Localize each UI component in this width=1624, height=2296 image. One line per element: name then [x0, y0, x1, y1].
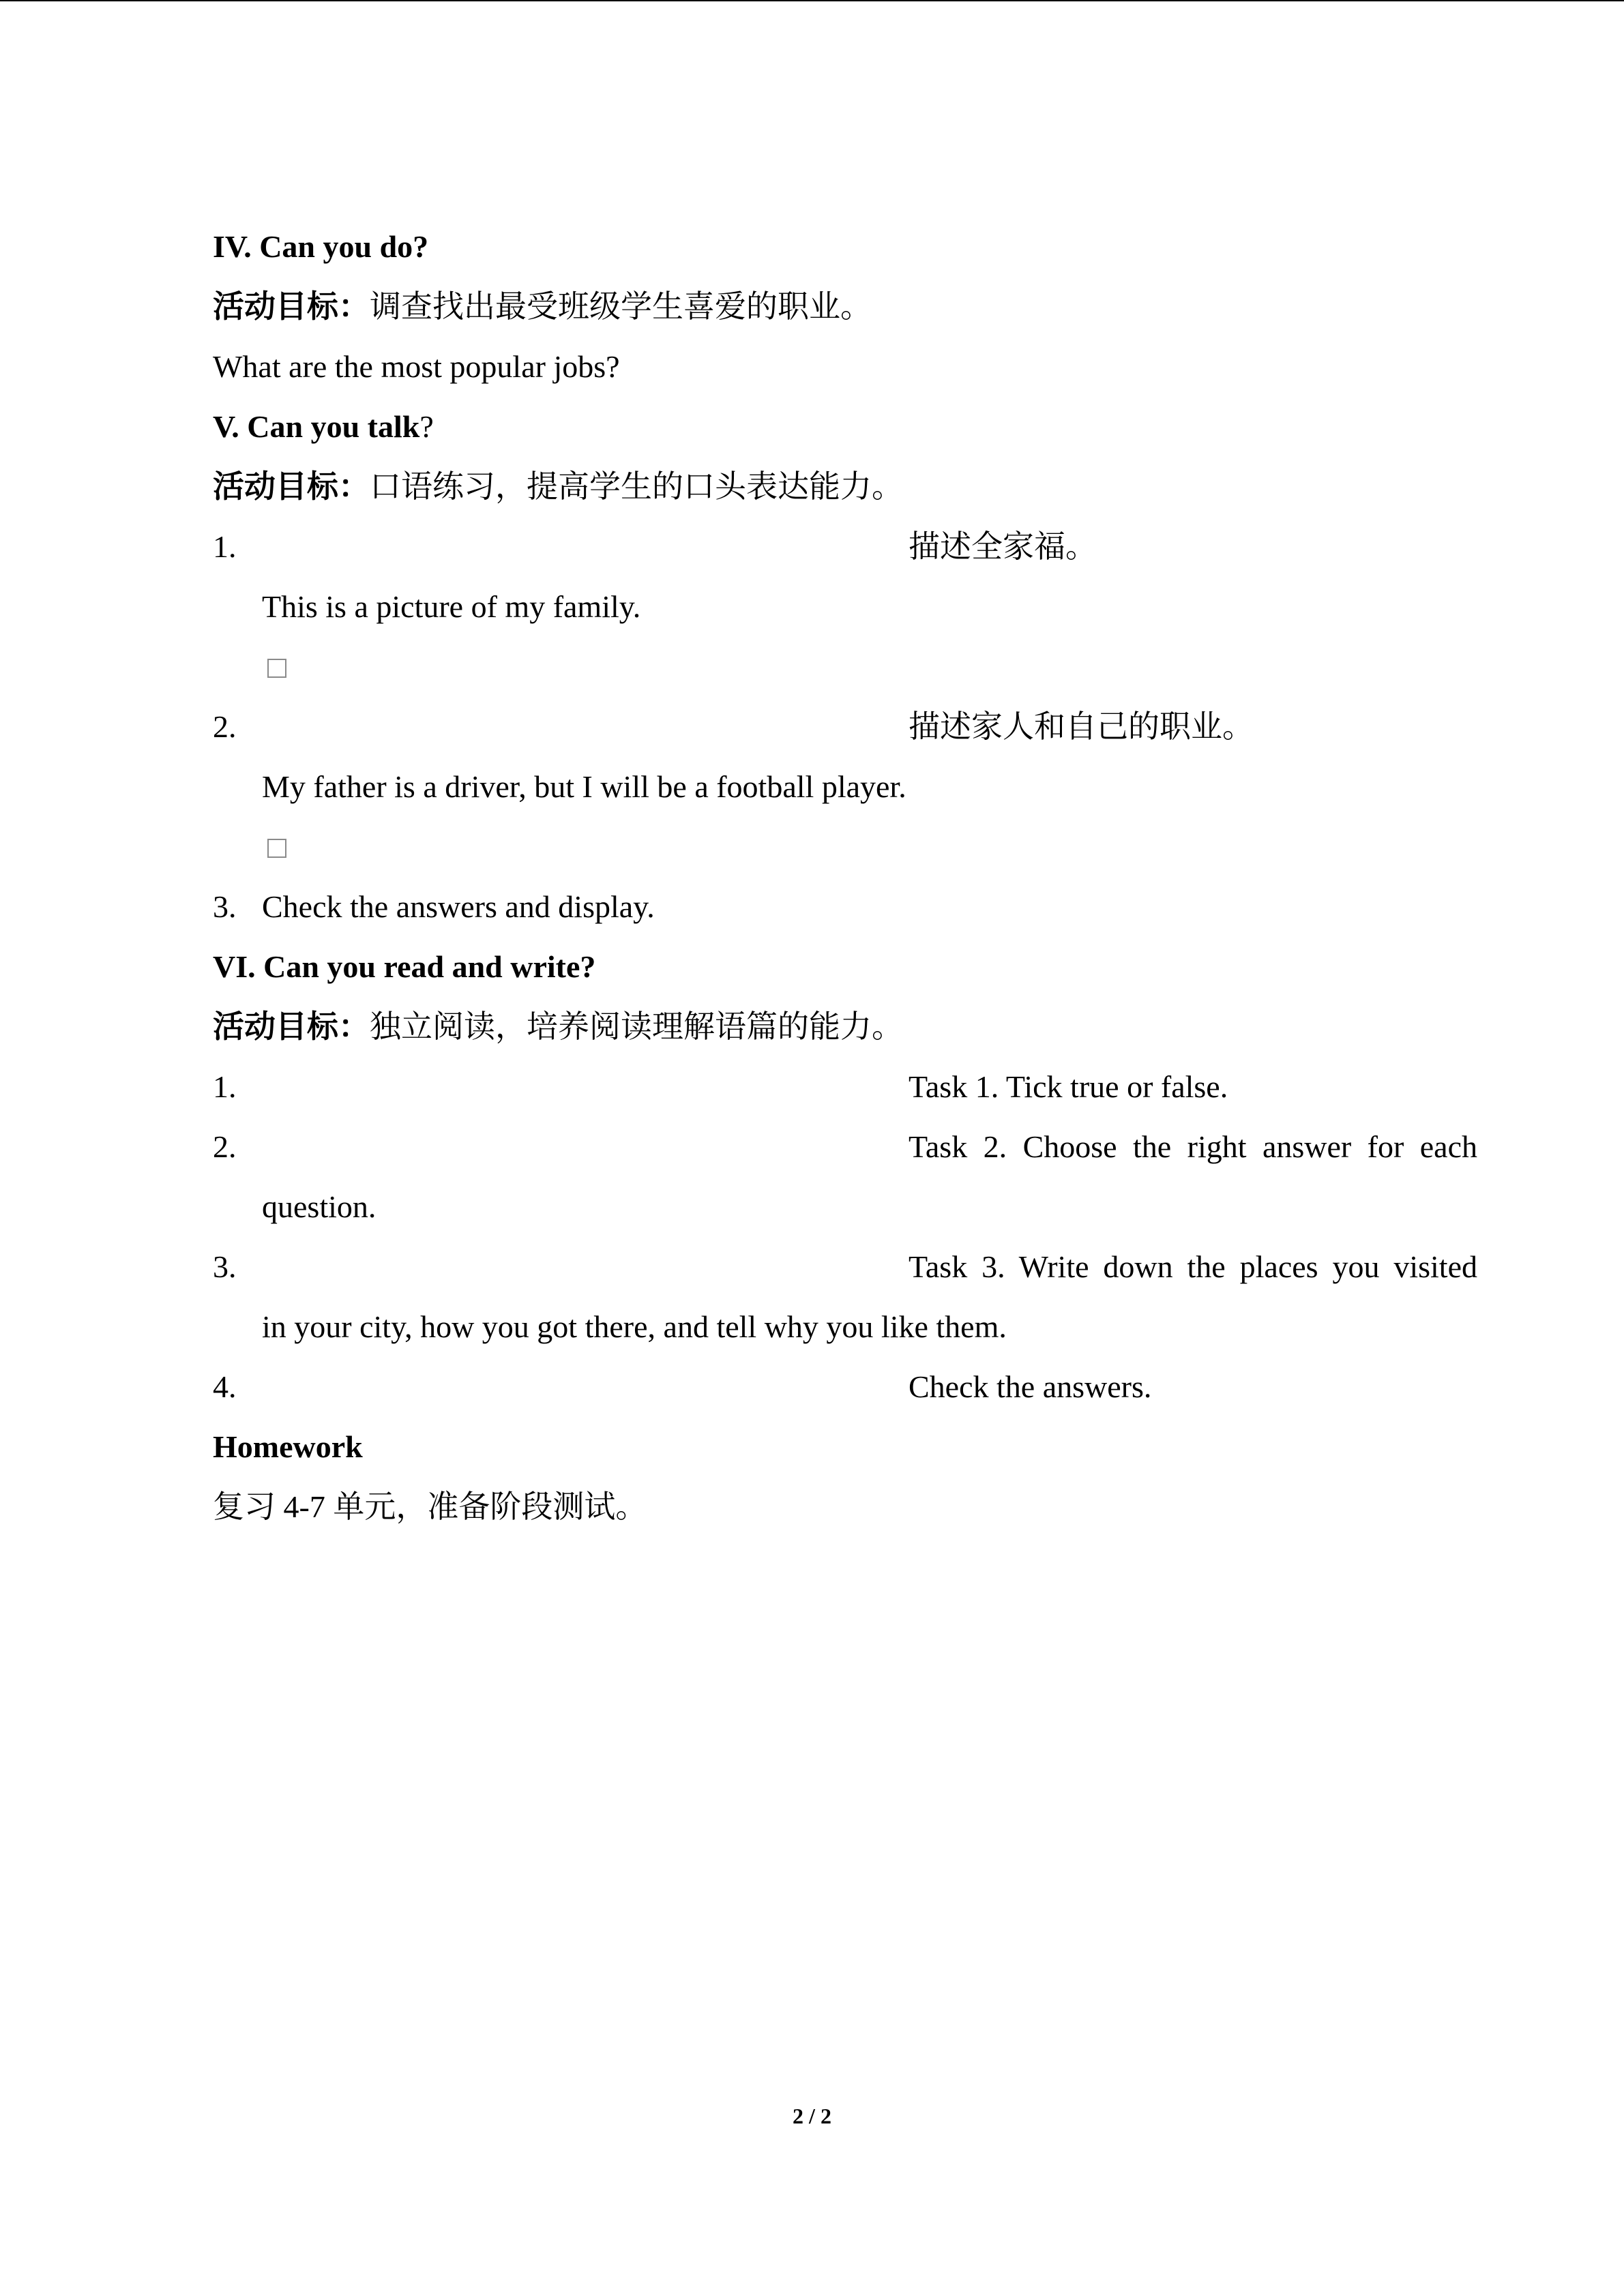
- goal-text: 口语练习，提高学生的口头表达能力。: [370, 469, 903, 504]
- item-text: Check the answers and display.: [262, 889, 655, 924]
- item-number: 3.: [213, 1249, 237, 1284]
- item-text: Task 1. Tick true or false.: [909, 1069, 1228, 1104]
- item-number: 3.: [213, 889, 237, 924]
- checkbox-row: [213, 637, 1477, 697]
- list-item: [213, 697, 1477, 757]
- activity-goal-v: [213, 457, 1477, 517]
- example-sentence: My father is a driver, but I will be a football player.: [262, 769, 906, 804]
- checkbox-row: [213, 817, 1477, 877]
- document-body: [213, 217, 1477, 1537]
- section-heading-v: [213, 397, 1477, 457]
- top-border-line: [0, 0, 1624, 1]
- list-item: [213, 1117, 1477, 1177]
- item-text: Task 3. Write down the places you visited: [909, 1249, 1477, 1284]
- item-text: Task 2. Choose the right answer for each: [909, 1129, 1477, 1164]
- section-heading-v-main: V. Can you talk: [213, 409, 420, 444]
- page-number: 2 / 2: [793, 2104, 831, 2128]
- list-item: [213, 517, 1477, 577]
- item-number: 2.: [213, 1129, 237, 1164]
- item-number: 1.: [213, 1069, 237, 1104]
- section-heading-homework: Homework: [213, 1429, 363, 1464]
- goal-label: 活动目标：: [213, 289, 370, 324]
- goal-label: 活动目标：: [213, 1009, 370, 1044]
- goal-label: 活动目标：: [213, 469, 370, 504]
- goal-text: 调查找出最受班级学生喜爱的职业。: [370, 289, 872, 324]
- activity-goal-iv: [213, 277, 1477, 337]
- section-heading-vi: VI. Can you read and write?: [213, 949, 596, 984]
- question-text: What are the most popular jobs?: [213, 349, 620, 384]
- item-number: 2.: [213, 709, 237, 744]
- example-sentence: This is a picture of my family.: [262, 589, 641, 624]
- list-item: [213, 1357, 1477, 1417]
- item-number: 4.: [213, 1369, 237, 1404]
- list-item: [213, 1237, 1477, 1297]
- item-continuation: question.: [262, 1189, 377, 1224]
- item-text: Check the answers.: [909, 1369, 1152, 1404]
- item-text: 描述全家福。: [909, 529, 1097, 564]
- section-heading-iv: IV. Can you do?: [213, 229, 429, 264]
- list-item: [213, 1057, 1477, 1117]
- item-text: 描述家人和自己的职业。: [909, 709, 1254, 744]
- checkbox-icon: [267, 839, 286, 858]
- list-item: [213, 877, 1477, 937]
- homework-text: 复习 4-7 单元，准备阶段测试。: [213, 1489, 647, 1524]
- checkbox-icon: [267, 659, 286, 678]
- goal-text: 独立阅读，培养阅读理解语篇的能力。: [370, 1009, 903, 1044]
- section-heading-v-end: ?: [419, 409, 434, 444]
- item-number: 1.: [213, 529, 237, 564]
- activity-goal-vi: [213, 997, 1477, 1057]
- item-continuation: in your city, how you got there, and tell why you like them.: [262, 1309, 1007, 1344]
